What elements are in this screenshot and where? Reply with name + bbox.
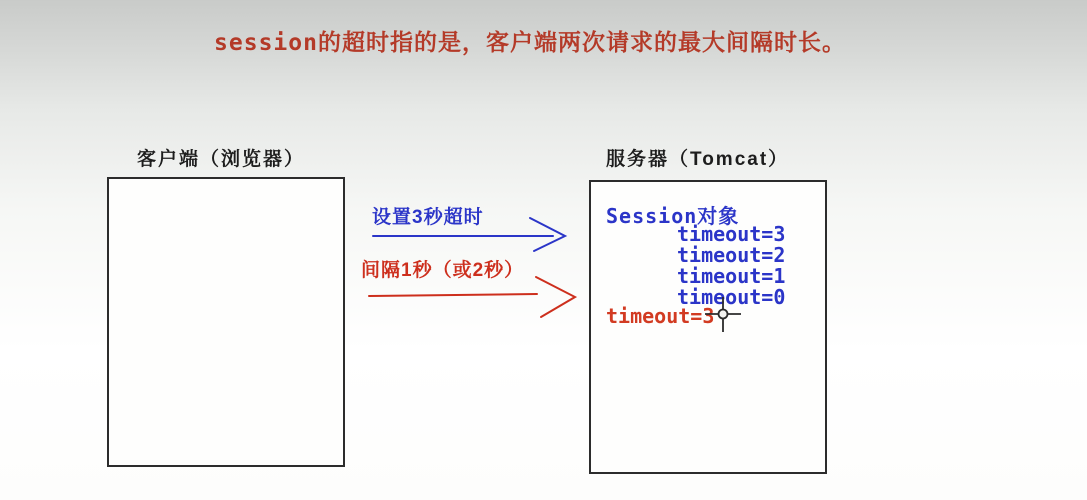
- slide-title: session的超时指的是，客户端两次请求的最大间隔时长。: [214, 30, 846, 56]
- timeout-countdown-list: [677, 224, 785, 308]
- timeout-reset-value: timeout=3: [606, 304, 715, 328]
- client-box: [107, 177, 345, 467]
- set-timeout-arrow-label: 设置3秒超时: [372, 207, 484, 228]
- timeout-line: timeout=2: [677, 243, 786, 267]
- timeout-line: timeout=0: [677, 285, 786, 309]
- interval-arrow: [369, 277, 575, 317]
- server-box-label: 服务器（Tomcat）: [606, 149, 790, 170]
- interval-arrow-label: 间隔1秒（或2秒）: [361, 260, 525, 281]
- timeout-line: timeout=3: [677, 222, 786, 246]
- client-box-label: 客户端（浏览器）: [137, 149, 306, 170]
- session-object-heading: Session对象: [606, 204, 740, 228]
- timeout-line: timeout=1: [677, 264, 786, 288]
